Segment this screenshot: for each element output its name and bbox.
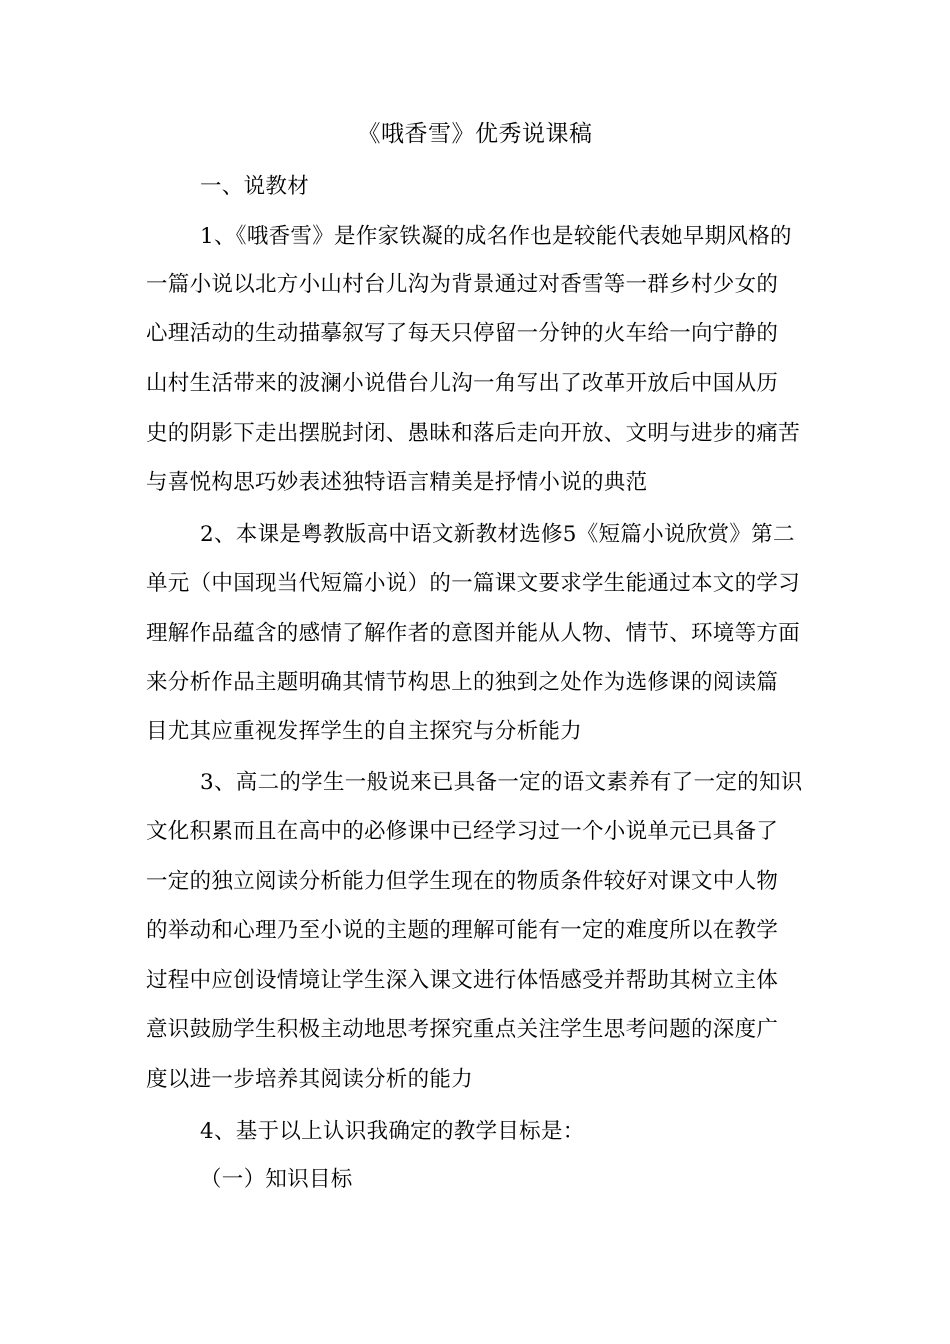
paragraph-1-line-6: 与喜悦构思巧妙表述独特语言精美是抒情小说的典范 — [146, 470, 648, 495]
paragraph-4-line-1: 4、基于以上认识我确定的教学目标是： — [200, 1119, 585, 1144]
paragraph-2-line-5: 目尤其应重视发挥学生的自主探究与分析能力 — [146, 719, 583, 744]
paragraph-1-line-2: 一篇小说以北方小山村台儿沟为背景通过对香雪等一群乡村少女的 — [146, 272, 779, 297]
paragraph-1-line-1: 1、《哦香雪》是作家铁凝的成名作也是较能代表她早期风格的 — [200, 224, 792, 249]
paragraph-3-line-6: 意识鼓励学生积极主动地思考探究重点关注学生思考问题的深度广 — [146, 1017, 779, 1042]
paragraph-3-line-4: 的举动和心理乃至小说的主题的理解可能有一定的难度所以在教学 — [146, 918, 779, 943]
paragraph-1-line-4: 山村生活带来的波澜小说借台儿沟一角写出了改革开放后中国从历 — [146, 371, 779, 396]
paragraph-2-line-1: 2、本课是粤教版高中语文新教材选修5《短篇小说欣赏》第二 — [200, 522, 795, 547]
paragraph-3-line-5: 过程中应创设情境让学生深入课文进行体悟感受并帮助其树立主体 — [146, 968, 779, 993]
sub-heading-knowledge-objectives: （一）知识目标 — [200, 1167, 353, 1192]
paragraph-1-line-5: 史的阴影下走出摆脱封闭、愚昧和落后走向开放、文明与进步的痛苦 — [146, 421, 801, 446]
paragraph-2-line-4: 来分析作品主题明确其情节构思上的独到之处作为选修课的阅读篇 — [146, 670, 779, 695]
section-heading-textbook: 一、说教材 — [200, 174, 310, 199]
paragraph-3-line-1: 3、高二的学生一般说来已具备一定的语文素养有了一定的知识 — [200, 770, 803, 795]
paragraph-2-line-2: 单元（中国现当代短篇小说）的一篇课文要求学生能通过本文的学习 — [146, 571, 801, 596]
paragraph-2-line-3: 理解作品蕴含的感情了解作者的意图并能从人物、情节、环境等方面 — [146, 621, 801, 646]
document-title: 《哦香雪》优秀说课稿 — [357, 121, 593, 147]
paragraph-1-line-3: 心理活动的生动描摹叙写了每天只停留一分钟的火车给一向宁静的 — [146, 321, 779, 346]
paragraph-3-line-7: 度以进一步培养其阅读分析的能力 — [146, 1067, 474, 1092]
paragraph-3-line-2: 文化积累而且在高中的必修课中已经学习过一个小说单元已具备了 — [146, 819, 779, 844]
paragraph-3-line-3: 一定的独立阅读分析能力但学生现在的物质条件较好对课文中人物 — [146, 869, 779, 894]
